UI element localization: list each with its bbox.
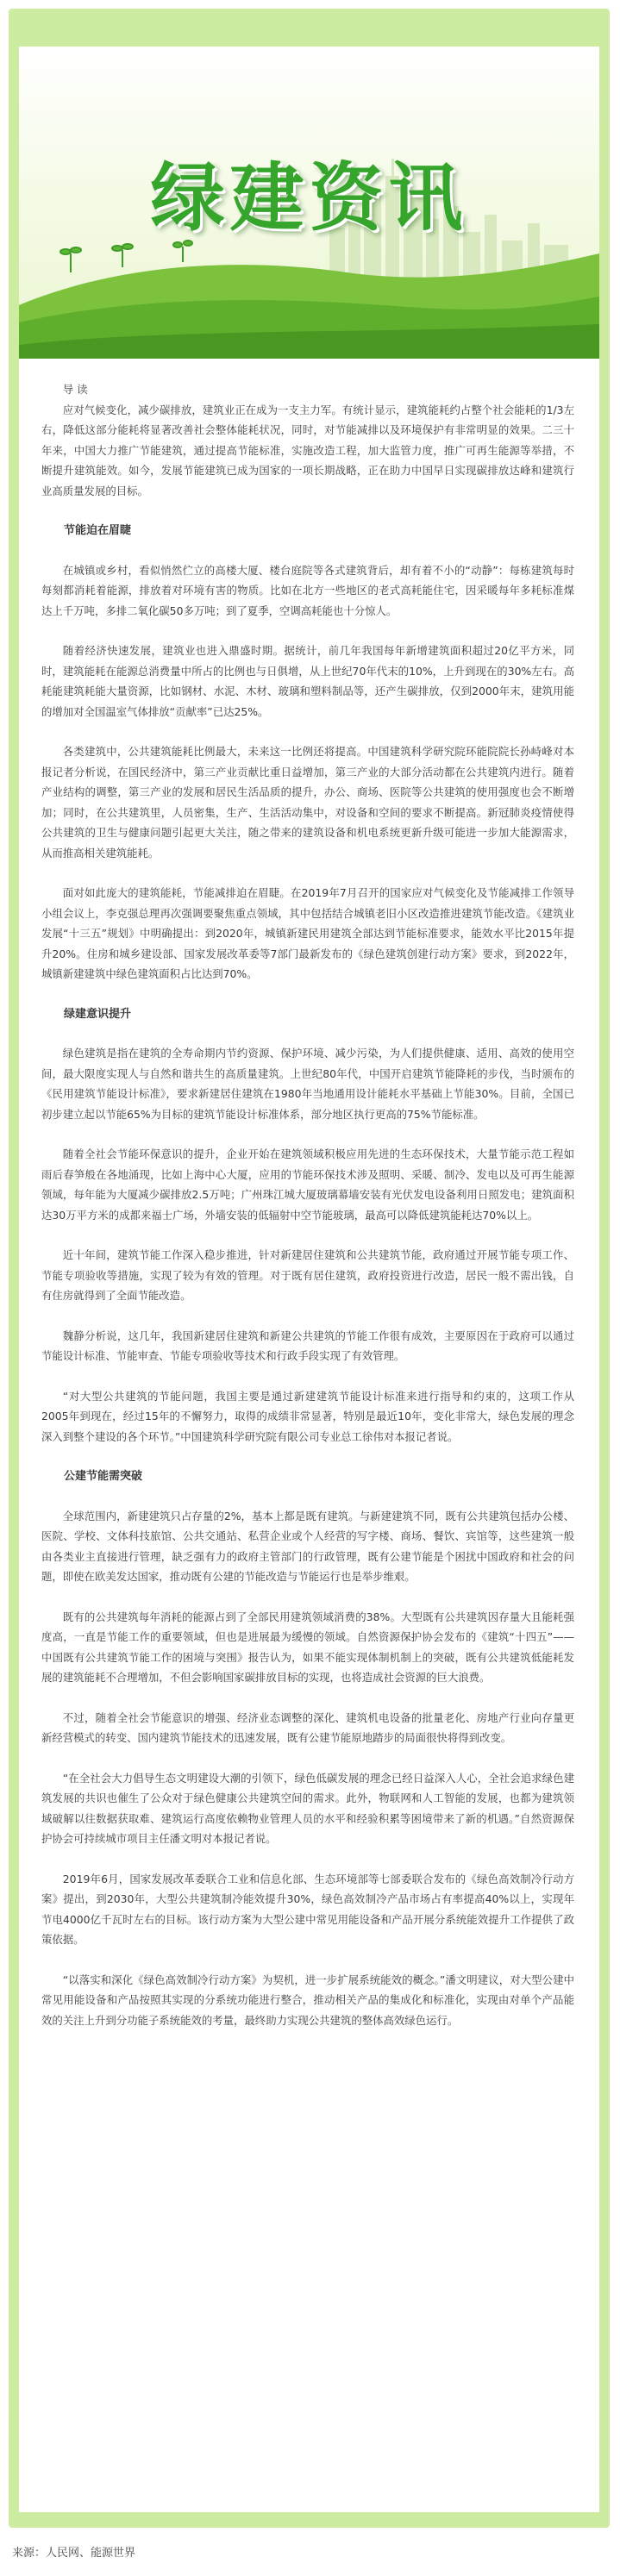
paragraph: 近十年间，建筑节能工作深入稳步推进，针对新建居住建筑和公共建筑节能，政府通过开展节能专项工作、节能专项验收等措施，实现了较为有效的管理。对于既有居住建筑，政府投资进行改造，居民一般不需出钱，自有住房就得到了全面节能改造。 <box>41 1248 574 1302</box>
section-heading-public-buildings: 公建节能需突破 <box>64 1470 143 1483</box>
paragraph: 既有的公共建筑每年消耗的能源占到了全部民用建筑领域消费的38%。大型既有公共建筑因存量大且能耗强度高，一直是节能工作的重要领域，但也是进展最为缓慢的领域。自然资源保护协会发布的《建筑“十四五”——中国既有公共建筑节能工作的困境与突围》报告认为，如果不能实现体制机制上的突破，既有公共建筑低能耗发展的建筑能耗不合理增加，不但会影响国家碳排放目标的实现，也将造成社会资源的巨大浪费。 <box>41 1610 574 1684</box>
section-heading-green-awareness: 绿建意识提升 <box>64 1007 132 1021</box>
source-credit: 来源：人民网、能源世界 <box>12 2547 136 2560</box>
paragraph: 魏静分析说，这几年，我国新建居住建筑和新建公共建筑的节能工作很有成效，主要原因在于政府可以通过节能设计标准、节能审查、节能专项验收等技术和行政手段实现了有效管理。 <box>41 1329 574 1362</box>
article-frame <box>9 9 610 2528</box>
lead-label: 导 读 <box>62 383 88 396</box>
article-card <box>19 47 599 2512</box>
banner <box>19 47 599 359</box>
paragraph: 绿色建筑是指在建筑的全寿命期内节约资源、保护环境、减少污染，为人们提供健康、适用、高效的使用空间，最大限度实现人与自然和谐共生的高质量建筑。上世纪80年代，中国开启建筑节能降耗的步伐，当时颁布的《民用建筑节能设计标准》，要求新建居住建筑在1980年当地通用设计能耗水平基础上节能30%。目前，全国已初步建立起以节能65%为目标的建筑节能设计标准体系，部分地区执行更高的75%节能标准。 <box>41 1047 574 1121</box>
paragraph: 各类建筑中，公共建筑能耗比例最大，未来这一比例还将提高。中国建筑科学研究院环能院院长孙峙峰对本报记者分析说，在国民经济中，第三产业贡献比重日益增加，第三产业的大部分活动都在公共建筑内进行。随着产业结构的调整，第三产业的发展和居民生活品质的提升，办公、商场、医院等公共建筑的使用强度也会不断增加；同时，在公共建筑里，人员密集，生产、生活活动集中，对设备和空间的要求不断提高。新冠肺炎疫情使得公共建筑的卫生与健康问题引起更大关注，随之带来的建筑设备和机电系统更新升级可能进一步加大能源需求，从而推高相关建筑能耗。 <box>41 745 574 860</box>
paragraph: 不过，随着全社会节能意识的增强、经济业态调整的深化、建筑机电设备的批量老化、房地产行业向存量更新经营模式的转变、国内建筑节能技术的迅速发展，既有公建节能原地踏步的局面很快将得到改变。 <box>41 1710 574 1744</box>
paragraph: “对大型公共建筑的节能问题，我国主要是通过新建建筑节能设计标准来进行指导和约束的，这项工作从2005年到现在，经过15年的不懈努力，取得的成绩非常显著，特别是最近10年，变化非常大，绿色发展的理念深入到整个建设的各个环节。”中国建筑科学研究院有限公司专业总工徐伟对本报记者说。 <box>41 1389 574 1443</box>
section-heading-energy-saving: 节能迫在眉睫 <box>64 524 132 537</box>
paragraph: “以落实和深化《绿色高效制冷行动方案》为契机，进一步扩展系统能效的概念。”潘文明建议，对大型公建中常见用能设备和产品按照其实现的分系统功能进行整合，推动相关产品的集成化和标准化，实现由对单个产品能效的关注上升到分功能子系统能效的考量，最终助力实现公共建筑的整体高效绿色运行。 <box>41 1973 574 2027</box>
paragraph: 随着全社会节能环保意识的提升，企业开始在建筑领域积极应用先进的生态环保技术，大量节能示范工程如雨后春笋般在各地涌现，比如上海中心大厦，应用的节能环保技术涉及照明、采暖、制冷、发电以及可再生能源领域，每年能为大厦减少碳排放2.5万吨；广州珠江城大厦玻璃幕墙安装有光伏发电设备利用日照发电；建筑面积达30万平方米的成都来福士广场，外墙安装的低辐射中空节能玻璃，最高可以降低建筑能耗达70%以上。 <box>41 1147 574 1222</box>
lead-paragraph: 应对气候变化，减少碳排放，建筑业正在成为一支主力军。有统计显示，建筑能耗约占整个社会能耗的1/3左右，降低这部分能耗将显著改善社会整体能耗状况，同时，对节能减排以及环境保护有非常明显的效果。二三十年来，中国大力推广节能建筑，通过提高节能标准，实施改造工程，加大监管力度，推广可再生能源等举措，不断提升建筑能效。如今，发展节能建筑已成为国家的一项长期战略，正在助力中国早日实现碳排放达峰和建筑行业高质量发展的目标。 <box>41 403 574 497</box>
paragraph: 在城镇或乡村，看似悄然伫立的高楼大厦、楼台庭院等各式建筑背后，却有着不小的“动静”：每栋建筑每时每刻都消耗着能源，排放着对环境有害的物质。比如在北方一些地区的老式高耗能住宅，因采暖每年多耗标准煤达上千万吨，多排二氧化碳50多万吨；到了夏季，空调高耗能也十分惊人。 <box>41 563 574 617</box>
paragraph: 2019年6月，国家发展改革委联合工业和信息化部、生态环境部等七部委联合发布的《绿色高效制冷行动方案》提出，到2030年，大型公共建筑制冷能效提升30%，绿色高效制冷产品市场占有率提高40%以上，实现年节电4000亿千瓦时左右的目标。该行动方案为大型公建中常见用能设备和产品开展分系统能效提升工作提供了政策依据。 <box>41 1872 574 1946</box>
banner-title: 绿建资讯 <box>150 155 468 241</box>
article-body <box>41 379 574 2050</box>
paragraph: “在全社会大力倡导生态文明建设大潮的引领下，绿色低碳发展的理念已经日益深入人心，全社会追求绿色建筑发展的共识也催生了公众对于绿色健康公共建筑空间的需求。此外，物联网和人工智能的发展，也都为建筑领域破解以往数据获取难、建筑运行高度依赖物业管理人员的水平和经验积累等困境带来了新的机遇。”自然资源保护协会可持续城市项目主任潘文明对本报记者说。 <box>41 1771 574 1845</box>
sprouts <box>60 241 192 272</box>
paragraph: 全球范围内，新建建筑只占存量的2%，基本上都是既有建筑。与新建建筑不同，既有公共建筑包括办公楼、医院、学校、文体科技旅馆、公共交通站、私营企业或个人经营的写字楼、商场、餐饮、宾馆等，这些建筑一般由各类业主直接进行管理，缺乏强有力的政府主管部门的行政管理，既有公建节能是个困扰中国政府和社会的问题，即使在欧美发达国家，推动既有公建的节能改造与节能运行也是举步维艰。 <box>41 1509 574 1583</box>
paragraph: 面对如此庞大的建筑能耗，节能减排迫在眉睫。在2019年7月召开的国家应对气候变化及节能减排工作领导小组会议上，李克强总理再次强调要聚焦重点领域，其中包括结合城镇老旧小区改造推进建筑节能改造。《建筑业发展“十三五”规划》中明确提出：到2020年，城镇新建民用建筑全部达到节能标准要求，能效水平比2015年提升20%。住房和城乡建设部、国家发展改革委等7部门最新发布的《绿色建筑创建行动方案》要求，到2022年，城镇新建建筑中绿色建筑面积占比达到70%。 <box>41 886 574 980</box>
paragraph: 随着经济快速发展，建筑业也进入鼎盛时期。据统计，前几年我国每年新增建筑面积超过20亿平方米，同时，建筑能耗在能源总消费量中所占的比例也与日俱增，从上世纪70年代末的10%，上升到现在的30%左右。高耗能建筑耗能大量资源，比如钢材、水泥、木材、玻璃和塑料制品等，还产生碳排放，仅到2000年末，建筑用能的增加对全国温室气体排放“贡献率”已达25%。 <box>41 644 574 718</box>
